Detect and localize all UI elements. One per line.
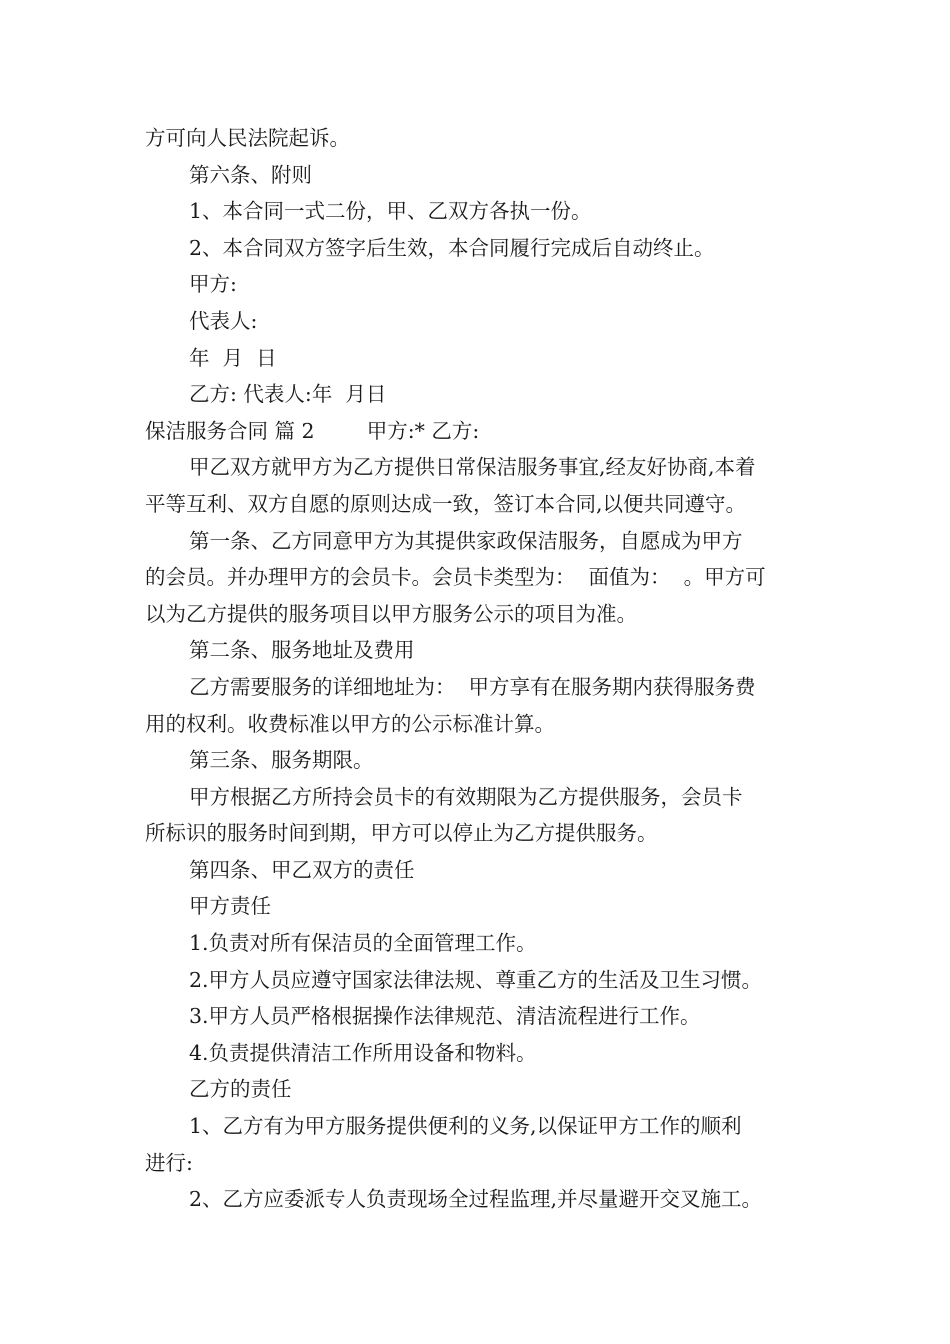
text-line: 以为乙方提供的服务项目以甲方服务公示的项目为准。	[145, 601, 637, 626]
subsection-heading: 甲方责任	[189, 894, 271, 919]
list-item: 1、乙方有为甲方服务提供便利的义务,以保证甲方工作的顺利	[189, 1114, 742, 1139]
date-line: 年 月 日	[189, 345, 277, 370]
text-line: 2、本合同双方签字后生效，本合同履行完成后自动终止。	[189, 235, 715, 260]
section-heading: 第三条、服务期限。	[189, 748, 374, 773]
text-line: 甲乙双方就甲方为乙方提供日常保洁服务事宜,经友好协商,本着	[189, 455, 756, 480]
text-line: 所标识的服务时间到期，甲方可以停止为乙方提供服务。	[145, 821, 658, 846]
text-line: 的会员。并办理甲方的会员卡。会员卡类型为： 面值为： 。甲方可	[145, 565, 766, 590]
list-item: 2、乙方应委派专人负责现场全过程监理,并尽量避开交叉施工。	[189, 1187, 763, 1212]
text-line: 平等互利、双方自愿的原则达成一致，签订本合同,以便共同遵守。	[145, 491, 747, 516]
contract-title: 保洁服务合同 篇 2 甲方:* 乙方:	[145, 418, 480, 443]
document-body	[145, 120, 810, 1218]
section-heading: 第六条、附则	[189, 162, 312, 187]
section-heading: 第二条、服务地址及费用	[189, 638, 415, 663]
list-item: 1.负责对所有保洁员的全面管理工作。	[189, 931, 537, 956]
text-line: 甲方根据乙方所持会员卡的有效期限为乙方提供服务，会员卡	[189, 784, 743, 809]
signature-label: 乙方: 代表人:年 月日	[189, 382, 387, 407]
list-item: 3.甲方人员严格根据操作法律规范、清洁流程进行工作。	[189, 1004, 701, 1029]
signature-label: 代表人:	[189, 308, 258, 333]
subsection-heading: 乙方的责任	[189, 1077, 292, 1102]
signature-label: 甲方:	[189, 272, 237, 297]
text-line: 方可向人民法院起诉。	[145, 126, 350, 150]
section-heading: 第一条、乙方同意甲方为其提供家政保洁服务，自愿成为甲方	[189, 528, 743, 553]
section-heading: 第四条、甲乙双方的责任	[189, 857, 415, 882]
text-line: 乙方需要服务的详细地址为： 甲方享有在服务期内获得服务费	[189, 674, 756, 699]
text-line: 用的权利。收费标准以甲方的公示标准计算。	[145, 711, 555, 736]
text-line: 进行:	[145, 1150, 193, 1175]
list-item: 4.负责提供清洁工作所用设备和物料。	[189, 1040, 537, 1065]
text-line: 1、本合同一式二份，甲、乙双方各执一份。	[189, 199, 592, 224]
list-item: 2.甲方人员应遵守国家法律法规、尊重乙方的生活及卫生习惯。	[189, 967, 763, 992]
